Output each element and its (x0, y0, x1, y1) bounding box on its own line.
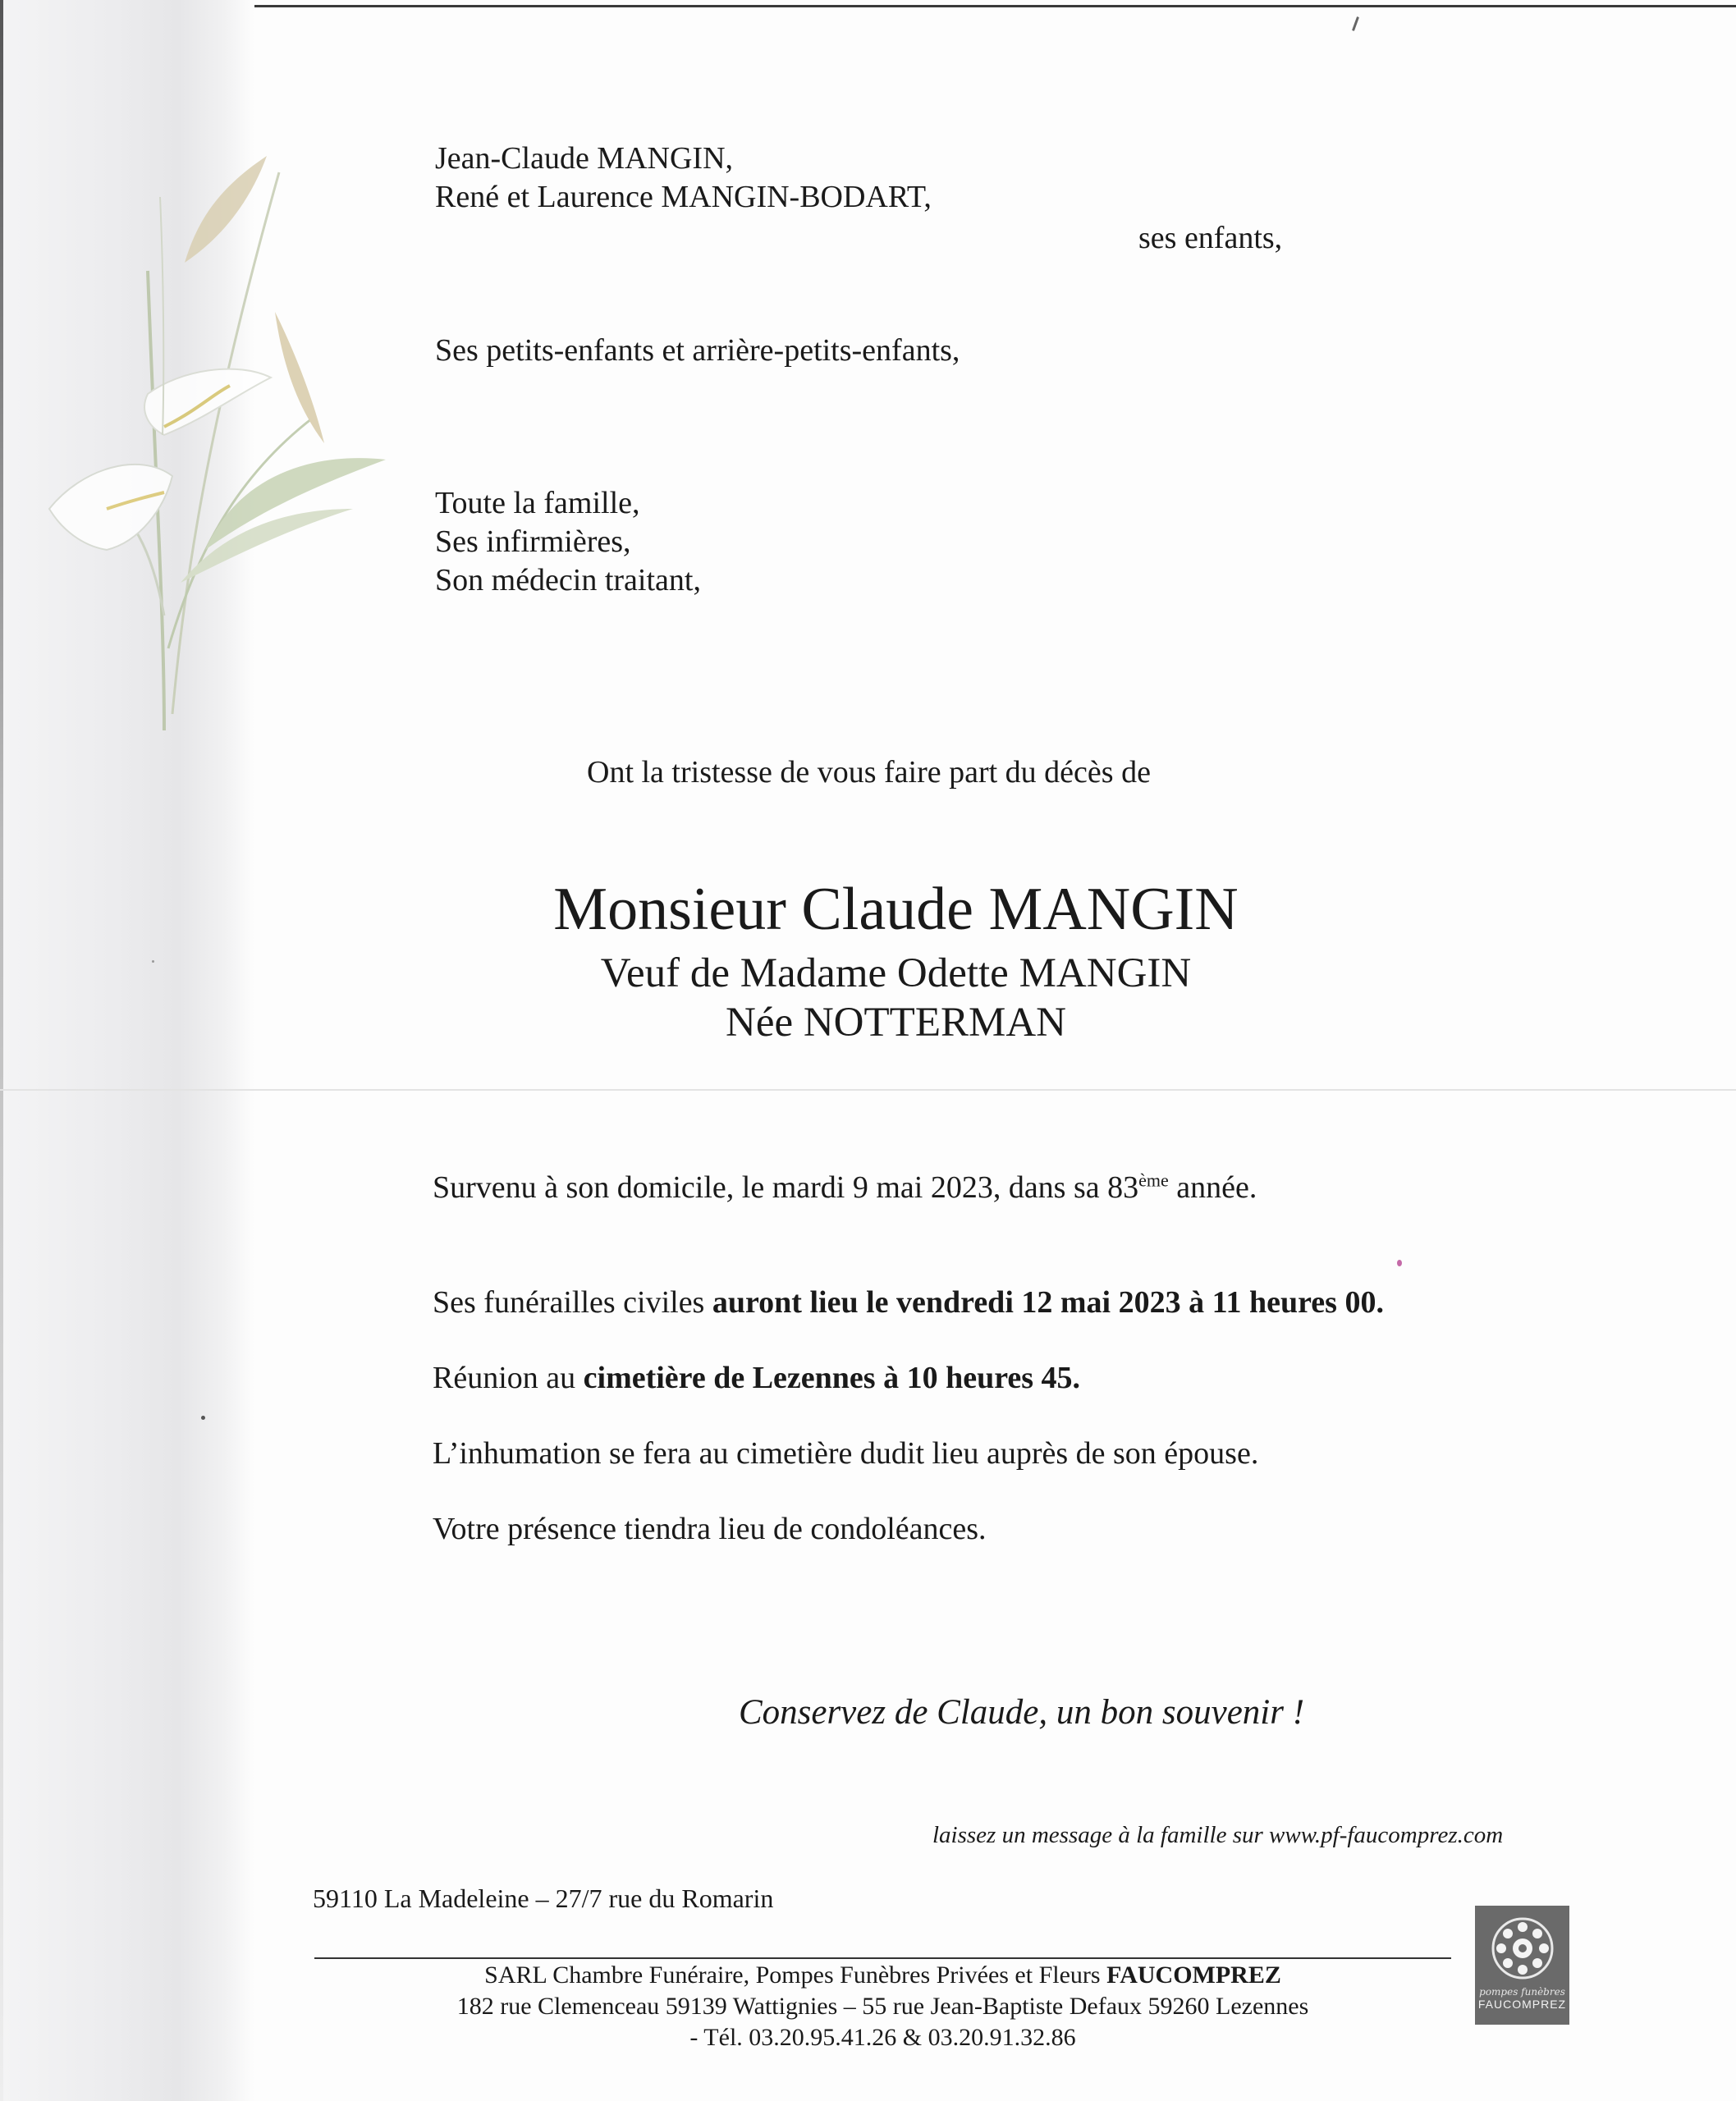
closing-phrase (0, 1693, 1736, 1732)
footer-company-brand: FAUCOMPREZ (1106, 1961, 1281, 1989)
footer-address-line: 182 rue Clemenceau 59139 Wattignies – 55 rue Jean-Baptiste Defaux 59260 Lezennes (456, 1993, 1309, 2020)
logo-brand: FAUCOMPREZ (1477, 1998, 1567, 2011)
logo-tagline: pompes funèbres (1479, 1986, 1565, 1998)
scan-speck (201, 1416, 205, 1420)
burial-line: L’inhumation se fera au cimetière dudit lieu auprès de son épouse. (433, 1436, 1259, 1471)
deceased-block (0, 870, 1736, 1047)
footer-company-line (314, 1960, 1451, 1991)
death-text-end: année. (1168, 1170, 1257, 1205)
family-name-line: René et Laurence MANGIN-BODART, (435, 180, 932, 214)
funeral-line (433, 1278, 1384, 1353)
scan-left-edge (0, 0, 3, 2101)
deceased-name: Monsieur Claude MANGIN (553, 876, 1239, 943)
calla-lily-illustration (41, 123, 386, 747)
fold-line (0, 1089, 1736, 1091)
footer-company-text: SARL Chambre Funéraire, Pompes Funèbres Privées et Fleurs (484, 1961, 1107, 1989)
family-names (435, 140, 932, 217)
meeting-text: Réunion au (433, 1361, 584, 1395)
death-line (433, 1163, 1384, 1278)
family-other-line: Son médecin traitant, (435, 563, 701, 597)
announcement-line: Ont la tristesse de vous faire part du décès de (587, 755, 1151, 790)
funeral-details (433, 1163, 1384, 1580)
deceased-address: 59110 La Madeleine – 27/7 rue du Romarin (313, 1884, 774, 1913)
closing-text: Conservez de Claude, un bon souvenir ! (738, 1693, 1305, 1732)
maiden-name-line: Née NOTTERMAN (726, 1000, 1066, 1046)
family-others (435, 484, 701, 600)
funeral-home-footer (314, 1960, 1451, 2053)
rosette-icon (1490, 1916, 1555, 1981)
scan-speck (152, 960, 154, 963)
death-text: Survenu à son domicile, le mardi 9 mai 2023, dans sa 83 (433, 1170, 1139, 1205)
scan-speck (1352, 16, 1359, 31)
family-other-line: Ses infirmières, (435, 524, 631, 559)
grandchildren-line: Ses petits-enfants et arrière-petits-enfants, (435, 333, 960, 368)
scan-top-rule (0, 5, 1736, 7)
condolences-line: Votre présence tiendra lieu de condoléances. (433, 1512, 987, 1546)
death-ordinal: ème (1138, 1170, 1169, 1191)
family-other-line: Toute la famille, (435, 486, 640, 520)
scan-speck (1397, 1260, 1402, 1266)
funeral-date-time: auront lieu le vendredi 12 mai 2023 à 11 heures 00. (712, 1285, 1384, 1320)
meeting-place-time: cimetière de Lezennes à 10 heures 45. (583, 1361, 1081, 1395)
funeral-text: Ses funérailles civiles (433, 1285, 712, 1320)
family-name-line: Jean-Claude MANGIN, (435, 141, 734, 176)
footer-phone-line: - Tél. 03.20.95.41.26 & 03.20.91.32.86 (689, 2024, 1076, 2051)
relation-label: ses enfants, (1138, 221, 1283, 255)
meeting-line (433, 1353, 1384, 1429)
widower-line: Veuf de Madame Odette MANGIN (600, 950, 1192, 996)
website-message: laissez un message à la famille sur www.pf-faucomprez.com (932, 1822, 1504, 1848)
footer-divider (314, 1957, 1451, 1959)
faucomprez-logo (1475, 1906, 1569, 2025)
